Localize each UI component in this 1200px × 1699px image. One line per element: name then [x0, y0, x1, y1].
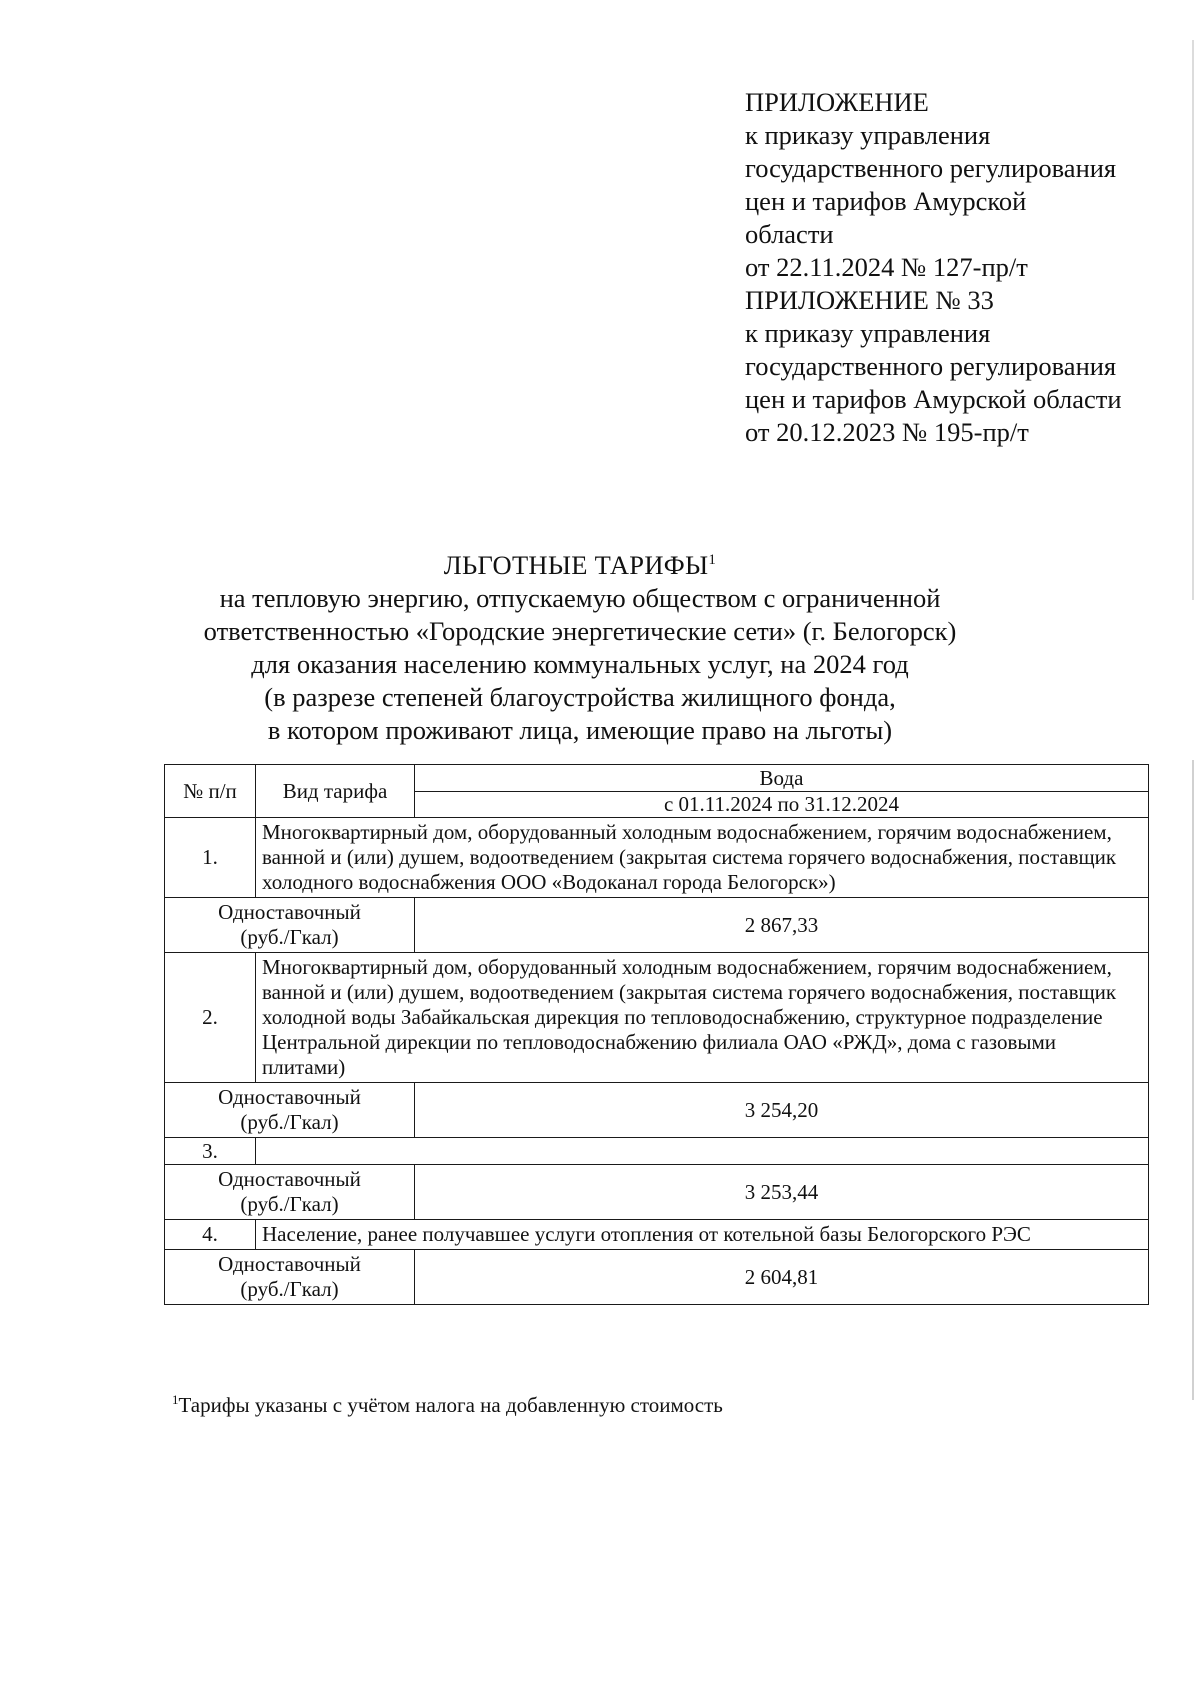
appendix33-title: ПРИЛОЖЕНИЕ № 33	[745, 285, 994, 315]
document-title-text: ЛЬГОТНЫЕ ТАРИФЫ	[443, 550, 709, 580]
tariff-table	[164, 764, 1149, 1305]
tariff-kind-cell	[165, 1083, 415, 1138]
section-description: Многоквартирный дом, оборудованный холодным водоснабжением, горячим водоснабжением, ванной и (или) душем, водоотведением (закрытая система горячего водоснабжения, поставщик холодного водоснабжения ООО «Водоканал города Белогорск»)	[256, 818, 1149, 898]
scan-edge-mark	[1192, 760, 1194, 1400]
tariff-kind-cell	[165, 898, 415, 953]
document-title-block	[130, 549, 1030, 747]
title-line: (в разрезе степеней благоустройства жилищного фонда,	[264, 682, 896, 712]
section-number: 1.	[165, 818, 256, 898]
scan-edge-mark	[1192, 40, 1194, 600]
table-row	[165, 953, 1149, 1083]
tariff-value: 2 604,81	[415, 1250, 1149, 1305]
section-number: 3.	[165, 1138, 256, 1165]
tariff-unit: (руб./Гкал)	[240, 925, 339, 949]
appendix33-order-date: от 20.12.2023 № 195-пр/т	[745, 417, 1029, 447]
appendix-line: цен и тарифов Амурской	[745, 186, 1027, 216]
tariff-value: 2 867,33	[415, 898, 1149, 953]
appendix-header	[745, 86, 1175, 449]
appendix33-line: к приказу управления	[745, 318, 991, 348]
table-row	[165, 1250, 1149, 1305]
section-number: 4.	[165, 1220, 256, 1250]
tariff-unit: (руб./Гкал)	[240, 1110, 339, 1134]
table-row	[165, 1083, 1149, 1138]
table-header-row	[165, 765, 1149, 792]
header-num: № п/п	[165, 765, 256, 818]
title-line: на тепловую энергию, отпускаемую обществом с ограниченной	[219, 583, 941, 613]
appendix-line: области	[745, 219, 834, 249]
footnote-ref: 1	[708, 552, 717, 568]
table-row	[165, 1138, 1149, 1165]
table-row	[165, 1165, 1149, 1220]
section-number: 2.	[165, 953, 256, 1083]
tariff-kind-cell	[165, 1165, 415, 1220]
title-line: для оказания населению коммунальных услуг, на 2024 год	[251, 649, 909, 679]
table-row	[165, 818, 1149, 898]
document-title	[130, 549, 1030, 582]
title-line: ответственностью «Городские энергетические сети» (г. Белогорск)	[203, 616, 957, 646]
header-water: Вода	[415, 765, 1149, 792]
appendix-order-date: от 22.11.2024 № 127-пр/т	[745, 252, 1028, 282]
appendix33-line: государственного регулирования	[745, 351, 1117, 381]
tariff-value: 3 253,44	[415, 1165, 1149, 1220]
table-row	[165, 1220, 1149, 1250]
section-description: Многоквартирный дом, оборудованный холодным водоснабжением, горячим водоснабжением, ванной и (или) душем, водоотведением (закрытая система горячего водоснабжения, поставщик холодной воды Забайкальская дирекция по тепловодоснабжению, структурное подразделение Центральной дирекции по тепловодоснабжению филиала ОАО «РЖД», дома с газовыми плитами)	[256, 953, 1149, 1083]
footnote	[172, 1392, 723, 1418]
appendix-line: государственного регулирования	[745, 153, 1117, 183]
title-line: в котором проживают лица, имеющие право на льготы)	[267, 715, 893, 745]
tariff-value: 3 254,20	[415, 1083, 1149, 1138]
footnote-text: Тарифы указаны с учётом налога на добавленную стоимость	[178, 1393, 723, 1417]
tariff-label: Одноставочный	[218, 1085, 361, 1109]
tariff-kind-cell	[165, 1250, 415, 1305]
appendix33-line: цен и тарифов Амурской области	[745, 384, 1122, 414]
appendix-line: к приказу управления	[745, 120, 991, 150]
tariff-label: Одноставочный	[218, 900, 361, 924]
footnote-mark: 1	[172, 1392, 179, 1407]
tariff-label: Одноставочный	[218, 1167, 361, 1191]
tariff-unit: (руб./Гкал)	[240, 1277, 339, 1301]
appendix-title: ПРИЛОЖЕНИЕ	[745, 87, 929, 117]
section-description: Население, ранее получавшее услуги отопления от котельной базы Белогорского РЭС	[256, 1220, 1149, 1250]
header-kind: Вид тарифа	[256, 765, 415, 818]
section-description	[256, 1138, 1149, 1165]
table-row	[165, 898, 1149, 953]
tariff-unit: (руб./Гкал)	[240, 1192, 339, 1216]
header-period: с 01.11.2024 по 31.12.2024	[415, 792, 1149, 818]
tariff-label: Одноставочный	[218, 1252, 361, 1276]
